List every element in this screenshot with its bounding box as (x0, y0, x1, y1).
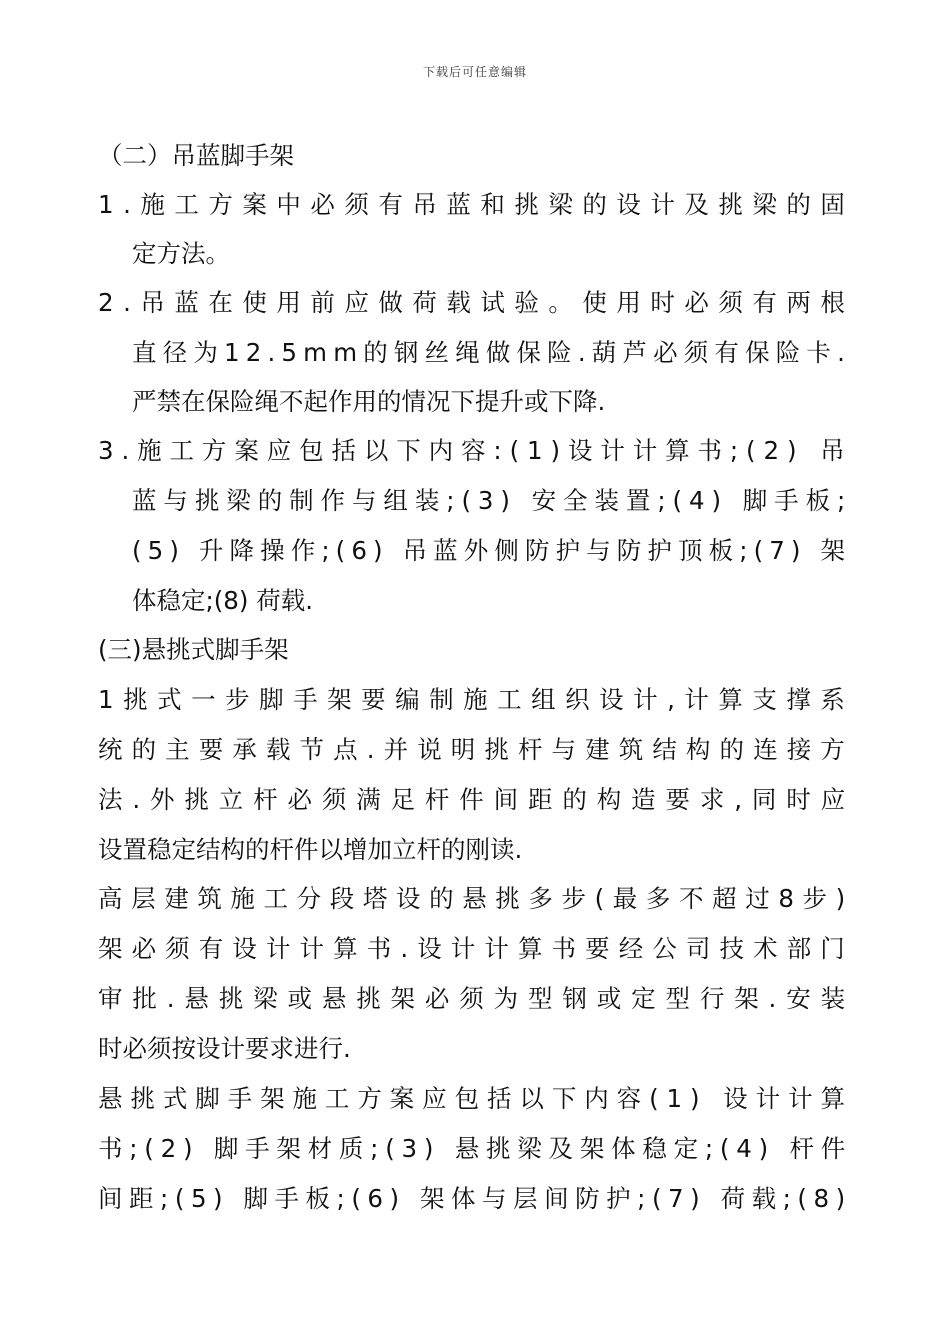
paragraph-line: 体稳定;(8) 荷载. (132, 586, 314, 615)
paragraph-line: 设置稳定结构的杆件以增加立杆的刚读. (98, 835, 523, 864)
paragraph-line: 法.外挑立杆必须满足杆件间距的构造要求,同时应 (98, 785, 855, 814)
paragraph-line: 审批.悬挑梁或悬挑架必须为型钢或定型行架.安装 (98, 984, 855, 1013)
paragraph-line: 2.吊蓝在使用前应做荷载试验。使用时必须有两根 (98, 288, 855, 317)
paragraph-line: (5) 升降操作;(6) 吊蓝外侧防护与防护顶板;(7) 架 (132, 536, 852, 565)
paragraph-line: 3.施工方案应包括以下内容:(1)设计计算书;(2) 吊 (98, 436, 853, 465)
paragraph-line: 间距;(5) 脚手板;(6) 架体与层间防护;(7) 荷载;(8) (98, 1184, 852, 1213)
page-header: 下载后可任意编辑 (422, 65, 527, 79)
section-heading-cantilever: (三)悬挑式脚手架 (98, 635, 289, 664)
paragraph-line: 时必须按设计要求进行. (98, 1034, 351, 1063)
paragraph-line: 书;(2) 脚手架材质;(3) 悬挑梁及架体稳定;(4) 杆件 (98, 1134, 853, 1163)
paragraph-line: 架必须有设计计算书.设计计算书要经公司技术部门 (98, 934, 854, 963)
paragraph-line: 1挑式一步脚手架要编制施工组织设计,计算支撑系 (98, 685, 855, 714)
paragraph-line: 统的主要承载节点.并说明挑杆与建筑结构的连接方 (98, 735, 854, 764)
paragraph-line: 蓝与挑梁的制作与组装;(3) 安全装置;(4) 脚手板; (132, 486, 853, 515)
paragraph-line: 定方法。 (132, 239, 230, 268)
paragraph-line: 1.施工方案中必须有吊蓝和挑梁的设计及挑梁的固 (98, 190, 855, 219)
paragraph-line: 严禁在保险绳不起作用的情况下提升或下降. (132, 387, 606, 416)
paragraph-line: 悬挑式脚手架施工方案应包括以下内容(1) 设计计算 (98, 1084, 853, 1113)
paragraph-line: 直径为12.5mm的钢丝绳做保险.葫芦必须有保险卡. (132, 338, 852, 367)
section-heading-hanging-basket: （二）吊蓝脚手架 (98, 141, 294, 170)
paragraph-line: 高层建筑施工分段塔设的悬挑多步(最多不超过8步) (98, 884, 854, 913)
